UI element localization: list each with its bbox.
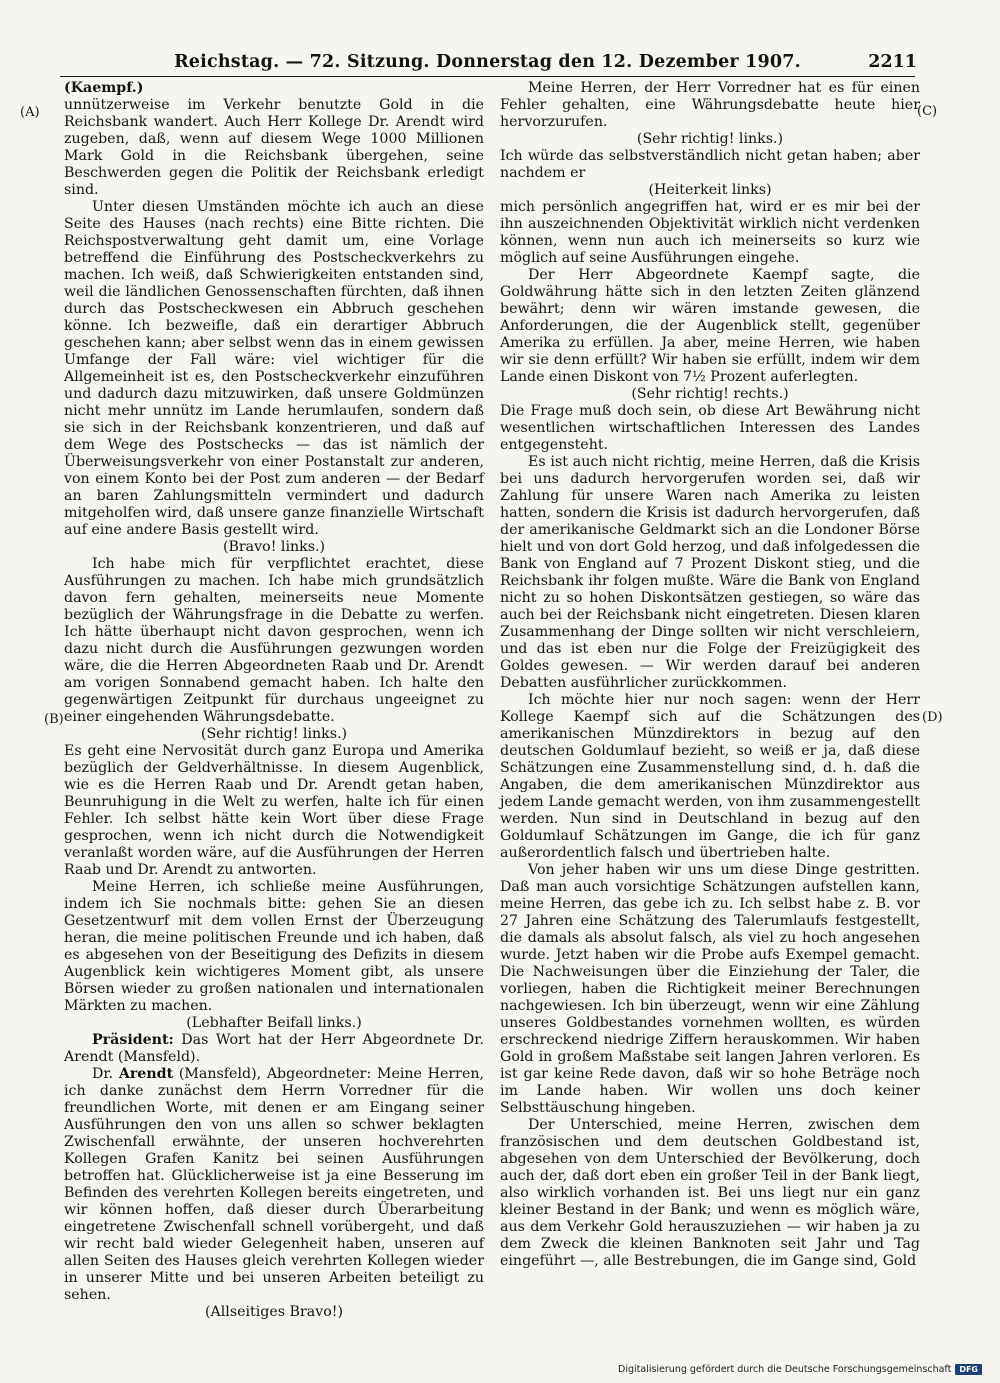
president-statement	[64, 1032, 484, 1066]
president-label: Präsident:	[92, 1032, 174, 1048]
page-header	[60, 52, 915, 77]
paragraph: unnützerweise im Verkehr benutzte Gold in die Reichsbank wandert. Auch Herr Kollege Dr. Arendt wird zugeben, daß, wenn auf diesem Wege 1000 Millionen Mark Gold in die Reichsbank übergehen, seine Beschwerden gegen die Politik der Reichsbank erledigt sind.	[64, 97, 484, 198]
digitization-footer	[618, 1364, 982, 1375]
left-column	[64, 80, 484, 1321]
interjection: (Allseitiges Bravo!)	[204, 1304, 344, 1320]
paragraph: Ich würde das selbstverständlich nicht getan haben; aber nachdem er	[500, 148, 920, 181]
margin-letter-d: (D)	[922, 710, 943, 725]
running-title: Reichstag. — 72. Sitzung. Donnerstag den 12. Dezember 1907.	[174, 52, 801, 72]
speech-text: (Mansfeld), Abgeordneter: Meine Herren, ich danke zunächst dem Herrn Vorredner für die freundlichen Worte, mit denen er am Eingang seiner Ausführungen den von uns allen so schwer beklagten Zwischenfall erwähnte, der unseren hochverehrten Kollegen Grafen Kanitz bei seinen Ausführungen betroffen hat. Glücklicherweise ist ja eine Besserung im Befinden des verehrten Kollegen bereits eingetreten, und wir können hoffen, daß dieser durch Überarbeitung eingetretene Zwischenfall schnell vorübergeht, und daß wir recht bald wieder Gelegenheit haben, unseren auf allen Seiten des Hauses gleich verehrten Kollegen wieder in unserer Mitte und bei unseren Arbeiten beteiligt zu sehen.	[64, 1066, 485, 1303]
margin-letter-b: (B)	[44, 712, 64, 727]
paragraph: Es ist auch nicht richtig, meine Herren, daß die Krisis bei uns dadurch hervorgerufen worden sei, daß wir Zahlung für unsere Waren nach Amerika zu leisten hatten, sondern die Krisis ist dadurch hervorgerufen, daß der amerikanische Geldmarkt sich an die Londoner Börse hielt und von dort Gold herzog, und daß infolgedessen die Bank von England auf 7 Prozent Diskont stieg, und die Reichsbank ihr folgen mußte. Wäre die Bank von England nicht zu so hohen Diskontsätzen gestiegen, so wäre das auch bei der Reichsbank nicht eingetreten. Diesen klaren Zusammenhang der Dinge sollten wir nicht verschleiern, und das ist eben nur die Folge der Freizügigkeit des Goldes gewesen. — Wir werden darauf bei anderen Debatten ausführlicher zurückkommen.	[500, 454, 920, 691]
paragraph: Es geht eine Nervosität durch ganz Europa und Amerika bezüglich der Geldverhältnisse. In diesem Augenblick, wie es die Herren Raab und Dr. Arendt getan haben, Beunruhigung in die Welt zu werfen, halte ich für einen Fehler. Ich selbst hätte kein Wort über diese Frage gesprochen, wenn ich nicht durch die Notwendigkeit veranlaßt worden wäre, auf die Ausführungen der Herren Raab und Dr. Arendt zu antworten.	[64, 743, 484, 878]
interjection: (Heiterkeit links)	[648, 182, 772, 198]
interjection: (Sehr richtig! links.)	[200, 726, 348, 742]
dfg-logo: DFG	[955, 1364, 982, 1375]
paragraph: Von jeher haben wir uns um diese Dinge gestritten. Daß man auch vorsichtige Schätzungen aufstellen kann, meine Herren, das gebe ich zu. Ich selbst habe z. B. vor 27 Jahren eine Schätzung des Talerumlaufs festgestellt, die damals als absolut falsch, als viel zu hoch angesehen wurde. Jetzt haben wir die Probe aufs Exempel gemacht. Die Nachweisungen über die Einziehung der Taler, die vorliegen, haben die Richtigkeit meiner Berechnungen nachgewiesen. Ich bin überzeugt, wenn wir eine Zählung unseres Goldbestandes vornehmen wollten, es würden erschreckend niedrige Ziffern herauskommen. Wir haben Gold in großem Maßstabe seit langen Jahren verloren. Es ist gar keine Rede davon, daß wir so hohe Beträge noch im Lande haben. Wir wollen uns doch keiner Selbsttäuschung hingeben.	[500, 862, 920, 1116]
speaker-tag: (Kaempf.)	[64, 80, 144, 96]
interjection: (Bravo! links.)	[222, 539, 326, 555]
interjection: (Sehr richtig! rechts.)	[631, 386, 789, 402]
speaker-prefix: Dr.	[92, 1066, 114, 1082]
page-number: 2211	[868, 52, 917, 72]
paragraph: Meine Herren, ich schließe meine Ausführungen, indem ich Sie nochmals bitte: gehen Sie an diesen Gesetzentwurf mit dem vollen Ernst der Überzeugung heran, die meine politischen Freunde und ich haben, daß es abgesehen von der Beseitigung des Defizits in diesem Augenblick kein wichtigeres Moment gibt, als unsere Börsen wieder zu großen nationalen und internationalen Märkten zu machen.	[64, 879, 484, 1014]
paragraph: Der Unterschied, meine Herren, zwischen dem französischen und dem deutschen Goldbestand ist, abgesehen von dem Unterschied der Bevölkerung, doch auch der, daß dort eben ein großer Teil in der Bank liegt, also wirklich vorhanden ist. Bei uns liegt nur ein ganz kleiner Bestand in der Bank; und wenn es möglich wäre, aus dem Verkehr Gold herauszuziehen — wir haben ja zu dem Zweck die kleinen Banknoten seit Jahr und Tag eingeführt —, alle Bestrebungen, die im Gange sind, Gold	[500, 1117, 920, 1269]
speaker-name: Arendt	[118, 1066, 174, 1082]
right-column	[500, 80, 920, 1270]
interjection: (Sehr richtig! links.)	[636, 131, 784, 147]
paragraph: Die Frage muß doch sein, ob diese Art Bewährung nicht wesentlichen wirtschaftlichen Interessen des Landes entgegensteht.	[500, 403, 920, 453]
paragraph: Ich möchte hier nur noch sagen: wenn der Herr Kollege Kaempf sich auf die Schätzungen des amerikanischen Münzdirektors in bezug auf den deutschen Goldumlauf bezieht, so weiß er ja, daß diese Schätzungen eine Zusammenstellung sind, d. h. daß die Angaben, die dem amerikanischen Münzdirektor aus jedem Lande gemacht werden, von ihm zusammengestellt werden. Nun sind in Deutschland in bezug auf den Goldumlauf Schätzungen im Gange, die ich für ganz außerordentlich falsch und übertrieben halte.	[500, 692, 920, 861]
paragraph: Unter diesen Umständen möchte ich auch an diese Seite des Hauses (nach rechts) eine Bitte richten. Die Reichspostverwaltung geht damit um, eine Vorlage betreffend die Einführung des Postscheckverkehrs zu machen. Ich weiß, daß Schwierigkeiten entstanden sind, weil die ländlichen Genossenschaften fürchten, daß ihnen durch das Postscheckwesen ein Abbruch geschehen könne. Ich bezweifle, daß ein derartiger Abbruch geschehen kann; aber selbst wenn das in einem gewissen Umfange der Fall wäre: viel wichtiger für die Allgemeinheit ist es, den Postscheckverkehr einzuführen und dadurch dazu mitzuwirken, daß unsere Goldmünzen nicht mehr unnütz im Lande herumlaufen, sondern daß sie sich in der Reichsbank konzentrieren, und daß auf dem Wege des Postschecks — das ist nämlich der Überweisungsverkehr von einer Postanstalt zur anderen, von einem Konto bei der Post zum anderen — der Bedarf an baren Zahlungsmitteln vermindert und dadurch mitgeholfen wird, daß unsere ganze finanzielle Wirtschaft auf eine andere Basis gestellt wird.	[64, 199, 484, 538]
margin-letter-a: (A)	[20, 105, 40, 120]
paragraph: Ich habe mich für verpflichtet erachtet, diese Ausführungen zu machen. Ich habe mich grundsätzlich davon fern gehalten, meinerseits neue Momente bezüglich der Währungsfrage in die Debatte zu werfen. Ich hätte überhaupt nicht davon gesprochen, wenn ich dazu nicht durch die Ausführungen gezwungen worden wäre, die die Herren Abgeordneten Raab und Dr. Arendt am vorigen Sonnabend gemacht haben. Ich halte den gegenwärtigen Zeitpunkt für durchaus ungeeignet zu einer eingehenden Währungsdebatte.	[64, 556, 484, 725]
paragraph: Meine Herren, der Herr Vorredner hat es für einen Fehler gehalten, eine Währungsdebatte heute hier hervorzurufen.	[500, 80, 920, 130]
speech-start	[64, 1066, 484, 1304]
paragraph: Der Herr Abgeordnete Kaempf sagte, die Goldwährung hätte sich in den letzten Zeiten glänzend bewährt; denn wir wären imstande gewesen, die Anforderungen, die der Augenblick stellt, gegenüber Amerika zu erfüllen. Ja aber, meine Herren, wie haben wir sie denn erfüllt? Wir haben sie erfüllt, indem wir dem Lande einen Diskont von 7½ Prozent auferlegten.	[500, 267, 920, 385]
interjection: (Lebhafter Beifall links.)	[186, 1015, 362, 1031]
footer-text: Digitalisierung gefördert durch die Deutsche Forschungsgemeinschaft	[618, 1364, 952, 1375]
margin-letter-c: (C)	[917, 104, 938, 119]
president-text: Das Wort hat der Herr Abgeordnete Dr. Arendt (Mansfeld).	[64, 1032, 485, 1065]
paragraph: mich persönlich angegriffen hat, wird er es mir bei der ihn auszeichnenden Objektivität wirklich nicht verdenken können, wenn nun auch ich meinerseits so kurz wie möglich auf seine Ausführungen eingehe.	[500, 199, 920, 266]
